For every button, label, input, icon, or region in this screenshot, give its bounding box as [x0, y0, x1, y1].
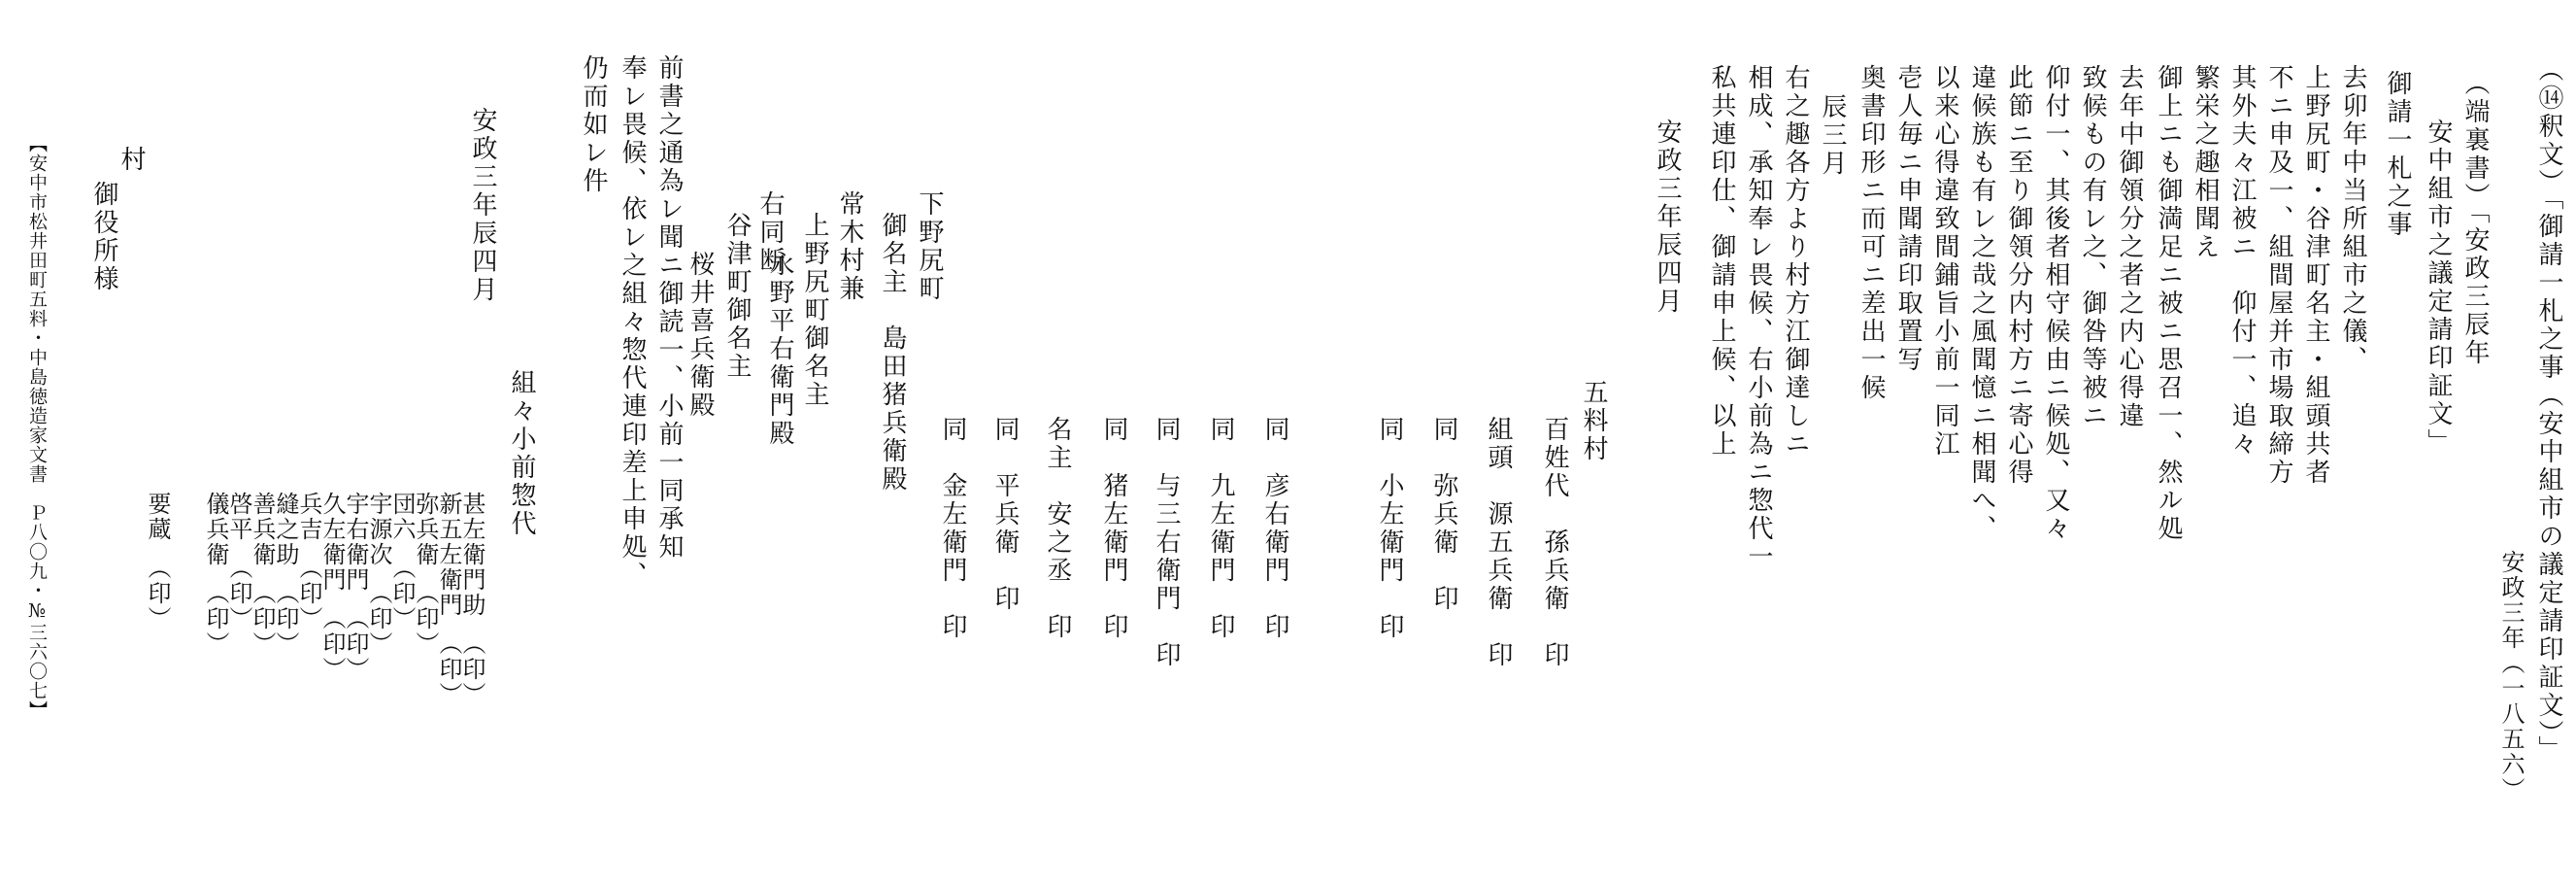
body-date: 安政三年辰四月 [1653, 119, 1682, 316]
body-line: 壱人毎ニ申聞請印取置写 [1893, 64, 1923, 374]
closing-line: 前書之通為レ聞ニ御読一、小前一同承知 [654, 54, 684, 562]
source-note: 【安中市松井田町五料・中島徳造家文書 Ｐ八〇九・№三六〇七】 [26, 134, 48, 720]
document-heading: （⑭釈文）「御請一札之事（安中組市の議定請印証文）」 [2534, 56, 2563, 764]
signer-row: 同 九左衛門 印 [1206, 416, 1235, 641]
signer-row: 久左衛門 （印） [318, 492, 346, 682]
heading-date: 安政三年（一八五六） [2497, 550, 2525, 802]
signer-row: 縫之助 （印） [272, 492, 299, 657]
body-line: 私共連印仕、御請申上候、以上 [1707, 64, 1736, 459]
signer-row: 同 猪左衛門 印 [1099, 416, 1128, 641]
signer-row: 儀兵衛 （印） [202, 492, 229, 657]
signer-row: 宇右衛門 （印） [342, 492, 369, 682]
closing-line: 奉レ畏候、依レ之組々惣代連印差上申処、 [618, 54, 647, 590]
signer-row: 百姓代 孫兵衛 印 [1540, 416, 1569, 669]
addressee-line: 桜井喜兵衛殿 [686, 251, 715, 420]
body-line: 上野尻町・谷津町名主・組頭共者 [2301, 64, 2330, 487]
body-line: 致候もの有レ之、御咎等被ニ [2078, 64, 2107, 430]
signer-row: 善兵衛 （印） [249, 492, 276, 657]
body-line: 不ニ申及一、組間屋并市場取締方 [2264, 64, 2293, 487]
signer-row: 甚左衛門助 （印） [458, 492, 485, 707]
body-line: 去年中御領分之者之内心得違 [2115, 64, 2144, 430]
signer-row: 新五左衛門 （印） [435, 492, 462, 707]
closing-line: 仍而如レ件 [579, 54, 608, 195]
body-line: 繁栄之趣相聞え [2191, 64, 2220, 261]
document-title: 御請一札之事 [2383, 70, 2412, 239]
signer-row: 同 与三右衛門 印 [1152, 416, 1181, 669]
endorsement-text: 安中組市之議定請印証文」 [2424, 119, 2453, 457]
signer-row: 弥兵衛 （印） [412, 492, 439, 657]
signer-row: 同 弥兵衛 印 [1429, 416, 1458, 613]
endorsement-label: （端裏書）「安政三辰年 [2460, 70, 2490, 367]
body-line: 以来心得違致間鋪旨小前一同江 [1930, 64, 1959, 459]
addressee-line: 永野平右衛門殿 [765, 251, 794, 448]
signer-row: 組頭 源五兵衛 印 [1484, 416, 1513, 669]
group-label: 組々小前惣代 [507, 369, 536, 538]
body-line: 其外夫々江被ニ 仰付一、追々 [2227, 64, 2257, 459]
village-name: 五料村 [1579, 379, 1608, 463]
body-line: 違候族も有レ之哉之風聞憶ニ相聞へ、 [1967, 64, 1996, 543]
body-line: 相成、承知奉レ畏候、右小前為ニ惣代一 [1744, 64, 1773, 571]
addressee-line: 常木村兼 [835, 190, 864, 303]
signer-row: 同 彦右衛門 印 [1260, 416, 1289, 641]
signer-row: 要蔵 （印） [144, 492, 171, 631]
body-line: 此節ニ至り御領分内村方ニ寄心得 [2004, 64, 2033, 487]
signer-row: 団六 （印） [388, 492, 416, 631]
signer-row: 名主 安之丞 印 [1043, 416, 1072, 641]
closing-date: 安政三年辰四月 [468, 107, 497, 304]
signer-row: 同 小左衛門 印 [1375, 416, 1404, 641]
addressee-line: 御名主 島田猪兵衛殿 [878, 212, 907, 494]
signer-row: 同 平兵衛 印 [990, 416, 1020, 613]
recipient-village: 村 [117, 146, 146, 174]
body-line: 右之趣各方より村方江御達しニ [1781, 64, 1810, 459]
body-line: 辰三月 [1818, 93, 1847, 178]
signer-row: 宇源次 （印） [365, 492, 392, 657]
signer-row: 同 金左衛門 印 [938, 416, 967, 641]
body-line: 御上ニも御満足ニ被ニ思召一、然ル処 [2154, 64, 2183, 543]
body-line: 去卯年中当所組市之儀、 [2338, 64, 2367, 374]
addressee-line: 谷津町御名主 [722, 212, 752, 381]
addressee-line: 下野尻町 [915, 190, 944, 303]
signer-row: 啓平 （印） [225, 492, 252, 631]
body-line: 奥書印形ニ而可ニ差出一候 [1857, 64, 1886, 402]
addressee-line: 右同断 [755, 190, 785, 275]
addressee-line: 上野尻町御名主 [800, 212, 829, 409]
body-line: 仰付一、其後者相守候由ニ候処、又々 [2041, 64, 2070, 543]
recipient: 御役所様 [89, 181, 118, 293]
signer-row: 兵吉 （印） [295, 492, 322, 631]
